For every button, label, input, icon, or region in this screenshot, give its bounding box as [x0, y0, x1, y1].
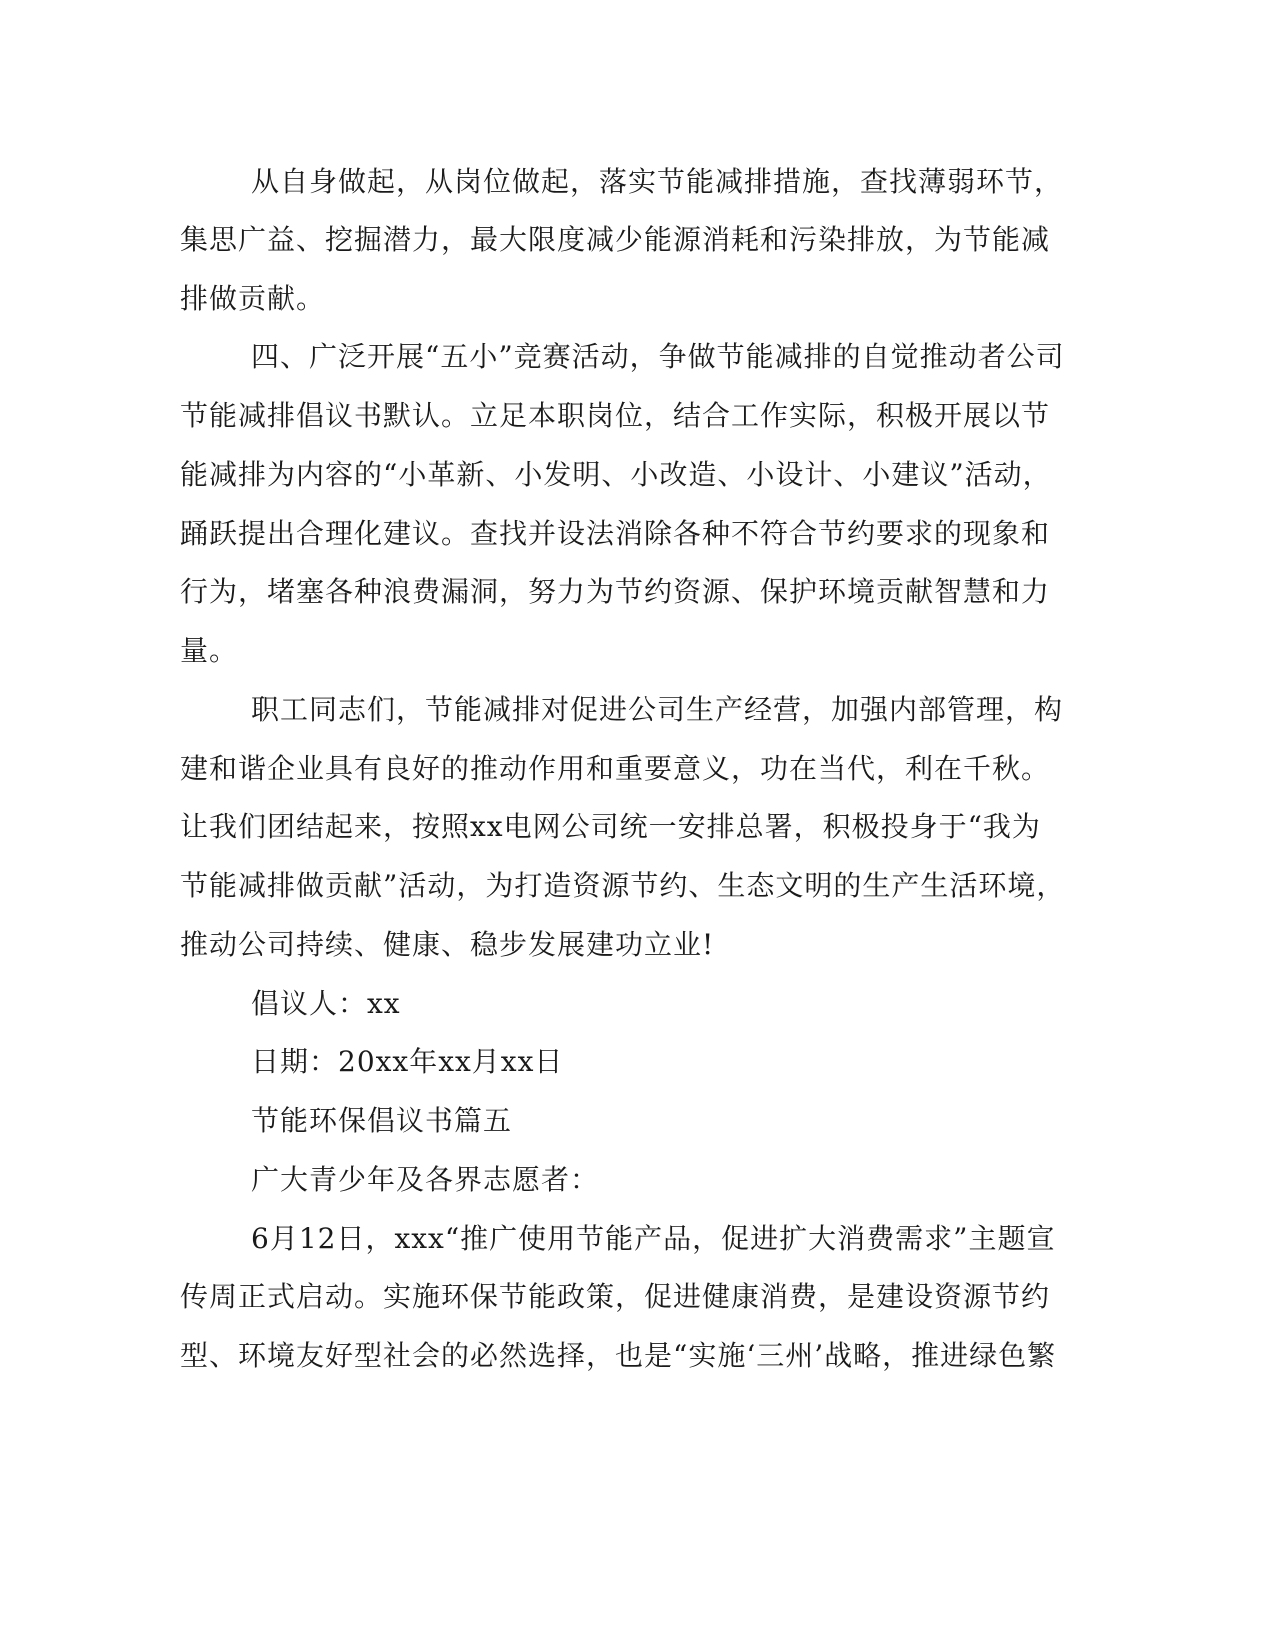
section-title: 节能环保倡议书篇五 [251, 1104, 513, 1137]
paragraph-line: 传周正式启动。实施环保节能政策，促进健康消费，是建设资源节约 [180, 1280, 1051, 1313]
date-line: 日期：20xx年xx月xx日 [251, 1045, 564, 1078]
paragraph-line: 职工同志们，节能减排对促进公司生产经营，加强内部管理，构 [251, 693, 1064, 726]
salutation: 广大青少年及各界志愿者： [251, 1163, 600, 1196]
paragraph-line: 节能减排做贡献”活动，为打造资源节约、生态文明的生产生活环境， [180, 869, 1066, 902]
paragraph-line: 推动公司持续、健康、稳步发展建功立业! [180, 928, 715, 961]
paragraph-line: 6月12日，xxx“推广使用节能产品，促进扩大消费需求”主题宣 [251, 1222, 1056, 1255]
paragraph-line: 让我们团结起来，按照xx电网公司统一安排总署，积极投身于“我为 [180, 810, 1041, 843]
paragraph-line: 型、环境友好型社会的必然选择，也是“实施‘三州’战略，推进绿色繁 [180, 1339, 1057, 1372]
paragraph-line: 节能减排倡议书默认。立足本职岗位，结合工作实际，积极开展以节 [180, 399, 1051, 432]
paragraph-line: 能减排为内容的“小革新、小发明、小改造、小设计、小建议”活动， [180, 458, 1052, 491]
paragraph-line: 建和谐企业具有良好的推动作用和重要意义，功在当代，利在千秋。 [180, 752, 1051, 785]
paragraph-line: 踊跃提出合理化建议。查找并设法消除各种不符合节约要求的现象和 [180, 517, 1051, 550]
paragraph-line: 四、广泛开展“五小”竞赛活动，争做节能减排的自觉推动者公司 [251, 340, 1065, 373]
paragraph-line: 行为，堵塞各种浪费漏洞，努力为节约资源、保护环境贡献智慧和力 [180, 575, 1051, 608]
signer-line: 倡议人：xx [251, 987, 401, 1020]
paragraph-line: 集思广益、挖掘潜力，最大限度减少能源消耗和污染排放，为节能减 [180, 223, 1051, 256]
paragraph-line: 量。 [180, 634, 239, 667]
paragraph-line: 从自身做起，从岗位做起，落实节能减排措施，查找薄弱环节， [251, 165, 1064, 198]
paragraph-line: 排做贡献。 [180, 282, 326, 315]
